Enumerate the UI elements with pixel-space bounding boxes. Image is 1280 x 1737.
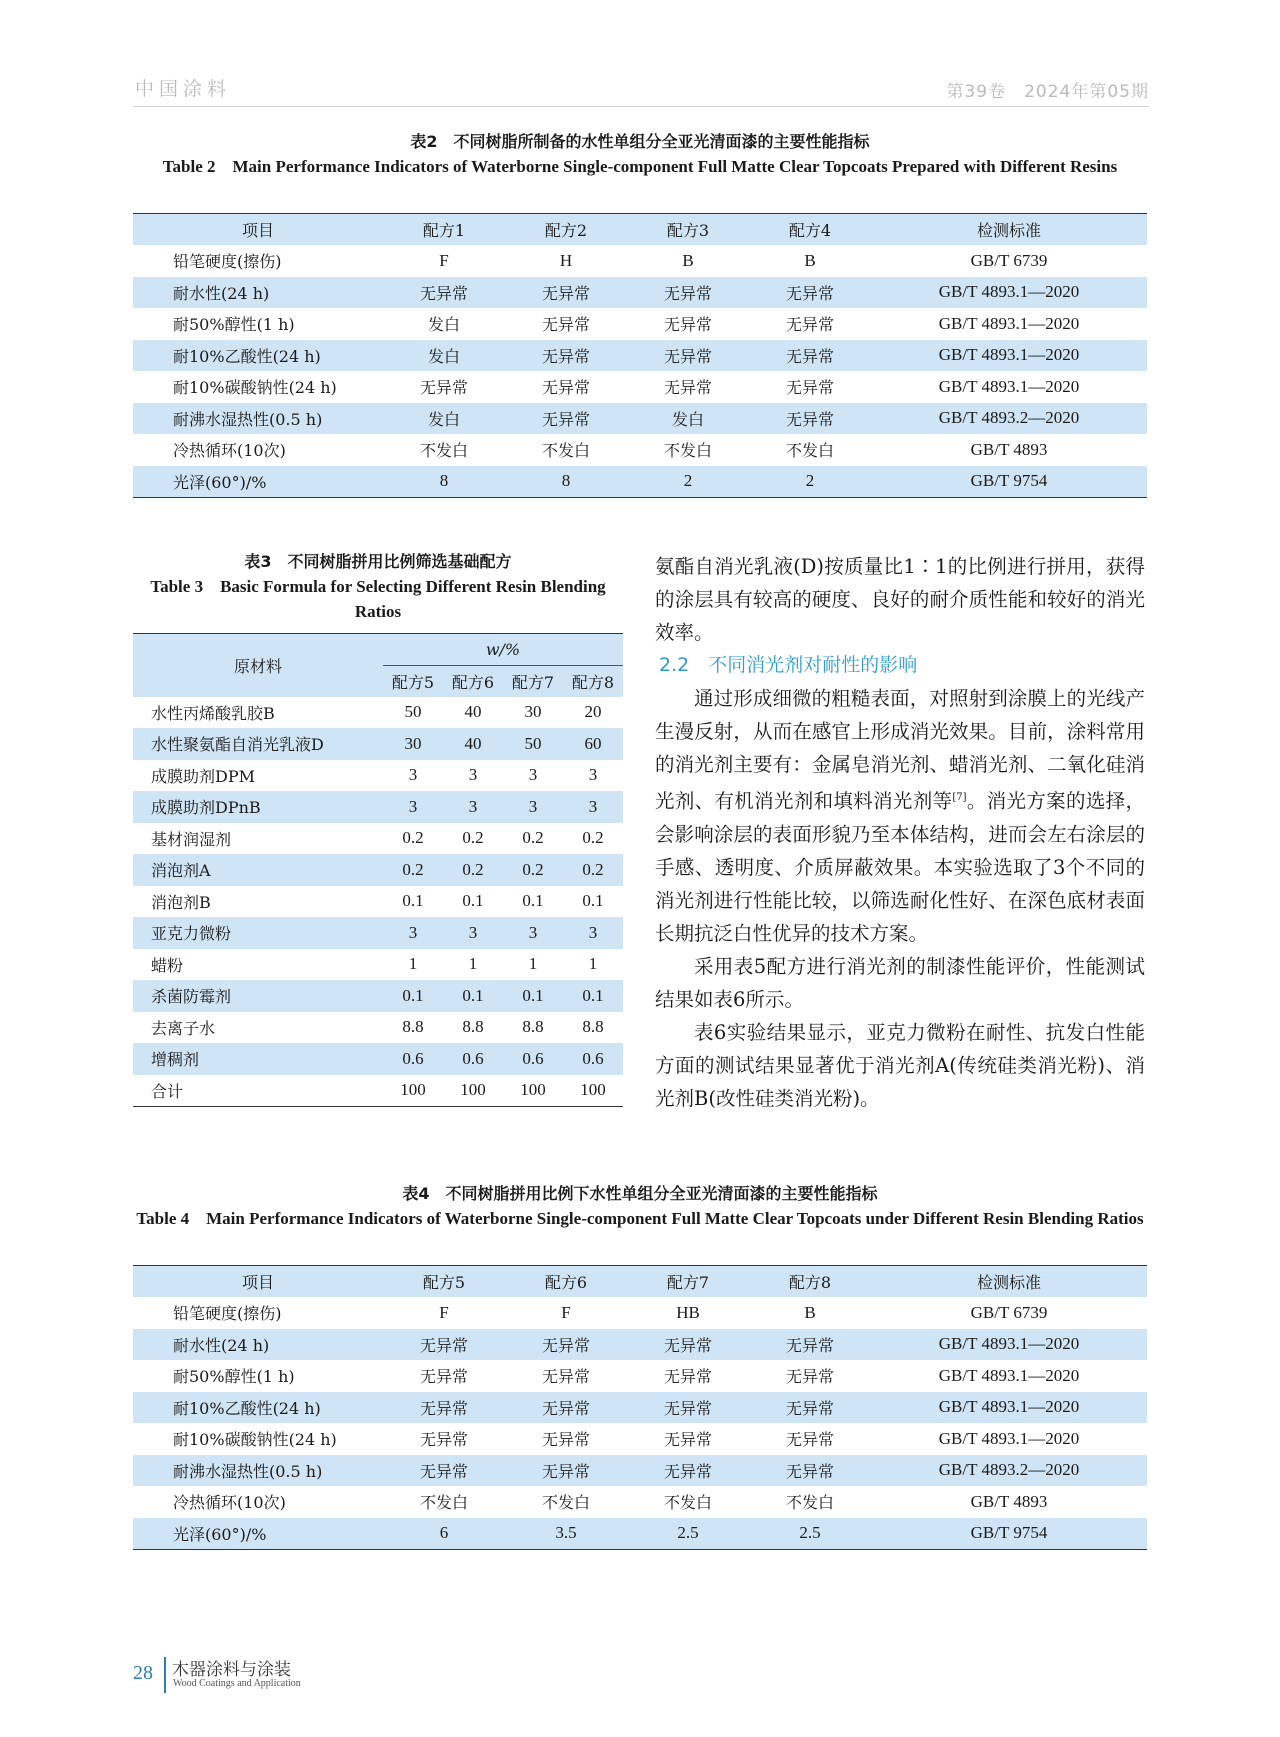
table-cell: 无异常 (383, 1329, 505, 1361)
column-header: 配方8 (749, 1266, 871, 1298)
table-cell: 3.5 (505, 1518, 627, 1550)
table-cell: 无异常 (663, 378, 712, 398)
table-cell: 无异常 (419, 1430, 468, 1450)
table-cell: GB/T 4893 (970, 439, 1048, 459)
table-cell: 40 (464, 702, 482, 722)
table-cell: 无异常 (663, 1430, 712, 1450)
table-cell: 无异常 (785, 378, 834, 398)
row-label: 铅笔硬度(擦伤) (173, 252, 282, 272)
paragraph-2-rest: 。消光方案的选择，会影响涂层的表面形貌乃至本体结构，进而会左右涂层的手感、透明度、介质屏蔽效果。本实验选取了3个不同的消光剂进行性能比较，以筛选耐化性好、在深色底材表面长期抗泛白性优异的技术方案。 (655, 789, 1145, 945)
paragraph-2 (655, 682, 1145, 950)
table-cell: 30 (524, 702, 542, 722)
table-cell: 无异常 (627, 1455, 749, 1487)
table-cell: 不发白 (663, 441, 712, 461)
row-label: 耐沸水湿热性(0.5 h) (133, 1455, 383, 1487)
table-row (133, 886, 623, 918)
table-cell: 无异常 (419, 1367, 468, 1387)
table-cell: 8.8 (522, 1017, 544, 1037)
table-cell: 发白 (383, 340, 505, 372)
table-cell: H (559, 250, 573, 270)
table-header-row (133, 214, 1147, 246)
row-label: 去离子水 (151, 1018, 216, 1038)
table-row (133, 434, 1147, 466)
row-label: 光泽(60°)/% (133, 466, 383, 498)
row-label: 杀菌防霉剂 (133, 980, 383, 1012)
table-cell: 无异常 (749, 1455, 871, 1487)
table-cell: 50 (404, 702, 422, 722)
table-row (133, 1297, 1147, 1329)
column-header: 配方2 (505, 214, 627, 246)
row-label: 耐10%碳酸钠性(24 h) (173, 1430, 337, 1450)
table-row (133, 697, 623, 729)
row-label: 水性丙烯酸乳胶B (151, 703, 275, 723)
table4-caption-en: Table 4 Main Performance Indicators of Waterborne Single-component Full Matte Clear Topcoats under Different Resin Blending Ratios (136, 1209, 1144, 1228)
journal-name: 中国涂料 (135, 78, 232, 100)
table2-caption-zh: 表2 不同树脂所制备的水性单组分全亚光清面漆的主要性能指标 (410, 132, 870, 151)
table-cell: 无异常 (627, 340, 749, 372)
table-cell: 3 (383, 791, 443, 823)
table4-body (133, 1266, 1147, 1550)
table4-caption-zh: 表4 不同树脂拼用比例下水性单组分全亚光清面漆的主要性能指标 (402, 1184, 878, 1203)
table-cell: 40 (443, 728, 503, 760)
table-row (133, 791, 623, 823)
table-cell: 0.2 (503, 854, 563, 886)
table-cell: 2.5 (627, 1518, 749, 1550)
table-cell: 无异常 (627, 1329, 749, 1361)
table-cell: 0.2 (582, 828, 604, 848)
row-label: 基材润湿剂 (151, 829, 232, 849)
table-row (133, 854, 623, 886)
row-label: 铅笔硬度(擦伤) (173, 1304, 282, 1324)
table-cell: 无异常 (749, 1392, 871, 1424)
table-cell: 不发白 (541, 441, 590, 461)
row-label: 合计 (151, 1081, 184, 1101)
table-cell: GB/T 4893 (970, 1491, 1048, 1511)
column-header: 配方3 (627, 214, 749, 246)
table-cell: 不发白 (541, 1493, 590, 1513)
table-row (133, 1043, 623, 1075)
table-row (133, 1518, 1147, 1550)
table-cell: 0.2 (563, 854, 623, 886)
footer-divider (164, 1657, 166, 1693)
table-cell: B (682, 250, 694, 270)
citation-ref: [7] (952, 792, 967, 803)
table-row (133, 728, 623, 760)
table-cell: 3 (443, 917, 503, 949)
row-label: 光泽(60°)/% (133, 1518, 383, 1550)
table-cell: 0.1 (402, 891, 424, 911)
row-label: 蜡粉 (151, 955, 184, 975)
table-cell: 3 (383, 917, 443, 949)
table-cell: F (439, 1302, 449, 1322)
table-cell: GB/T 4893.2—2020 (871, 1455, 1147, 1487)
table-cell: B (804, 1302, 816, 1322)
table-row (133, 949, 623, 981)
row-label: 水性聚氨酯自消光乳液D (133, 728, 383, 760)
table4 (133, 1265, 1147, 1550)
header-divider (133, 106, 1149, 107)
table-cell: 8.8 (402, 1017, 424, 1037)
table-cell: 100 (460, 1080, 486, 1099)
table-cell: 0.6 (383, 1043, 443, 1075)
table3-caption-en: Table 3 Basic Formula for Selecting Different Resin Blending Ratios (150, 577, 606, 621)
table-cell: 无异常 (785, 1430, 834, 1450)
table-cell: 0.1 (383, 980, 443, 1012)
table-cell: 3 (528, 765, 538, 785)
footer-journal-zh: 木器涂料与涂装 (172, 1660, 291, 1680)
table-cell: 无异常 (505, 1455, 627, 1487)
table-cell: 0.2 (522, 828, 544, 848)
table-row (133, 980, 623, 1012)
table-cell: F (561, 1302, 571, 1322)
row-label: 耐10%碳酸钠性(24 h) (173, 378, 337, 398)
row-label: 消泡剂B (151, 892, 211, 912)
table-cell: 50 (503, 728, 563, 760)
table-cell: 3 (588, 765, 598, 785)
row-label: 成膜助剂DPM (151, 766, 255, 786)
table-cell: 无异常 (785, 315, 834, 335)
row-label: 耐水性(24 h) (133, 1329, 383, 1361)
table-cell: 发白 (383, 403, 505, 435)
table-cell: 3 (503, 917, 563, 949)
table-cell: GB/T 4893.1—2020 (938, 376, 1080, 396)
table-cell: 0.2 (443, 854, 503, 886)
column-header-material: 原材料 (133, 634, 383, 697)
table-cell: 不发白 (419, 1493, 468, 1513)
row-label: 增稠剂 (133, 1043, 383, 1075)
table-cell: 8 (505, 466, 627, 498)
table-cell: 不发白 (663, 1493, 712, 1513)
table2-body (133, 214, 1147, 498)
table-cell: 无异常 (383, 1392, 505, 1424)
table-row (133, 1486, 1147, 1518)
table3-caption (133, 550, 623, 624)
table3 (133, 633, 623, 1107)
table2-caption-en: Table 2 Main Performance Indicators of Waterborne Single-component Full Matte Clear Topcoats Prepared with Different Resins (162, 157, 1118, 176)
table-row (133, 245, 1147, 277)
table-cell: 无异常 (749, 403, 871, 435)
table-cell: 1 (528, 954, 538, 974)
table-cell: 不发白 (785, 441, 834, 461)
paragraph-4: 表6实验结果显示，亚克力微粉在耐性、抗发白性能方面的测试结果显著优于消光剂A(传统硅类消光粉)、消光剂B(改性硅类消光粉)。 (655, 1020, 1145, 1110)
table-header-row (133, 1266, 1147, 1298)
page-number: 28 (133, 1662, 153, 1684)
table-cell: 不发白 (419, 441, 468, 461)
table-cell: 0.1 (582, 891, 604, 911)
row-label: 耐10%乙酸性(24 h) (133, 1392, 383, 1424)
table-row (133, 1455, 1147, 1487)
table-cell: 8.8 (462, 1017, 484, 1037)
table-cell: GB/T 4893.2—2020 (871, 403, 1147, 435)
table4-caption (133, 1182, 1147, 1231)
table-cell: 无异常 (627, 1392, 749, 1424)
table-cell: 0.2 (383, 854, 443, 886)
table-cell: 无异常 (505, 1392, 627, 1424)
row-label: 耐水性(24 h) (133, 277, 383, 309)
table-cell: 无异常 (785, 1367, 834, 1387)
table-cell: 1 (408, 954, 418, 974)
column-header: 配方5 (383, 665, 443, 697)
table-cell: 3 (563, 791, 623, 823)
column-header: 检测标准 (871, 1266, 1147, 1298)
table2 (133, 213, 1147, 498)
row-label: 耐10%乙酸性(24 h) (133, 340, 383, 372)
table3-caption-zh: 表3 不同树脂拼用比例筛选基础配方 (244, 552, 512, 571)
table-cell: 0.6 (443, 1043, 503, 1075)
table-row (133, 277, 1147, 309)
column-header: 检测标准 (871, 214, 1147, 246)
row-label: 亚克力微粉 (133, 917, 383, 949)
table-cell: 60 (563, 728, 623, 760)
table-cell: GB/T 6739 (970, 250, 1048, 270)
table-cell: 无异常 (505, 340, 627, 372)
table-cell: GB/T 4893.1—2020 (871, 1392, 1147, 1424)
table-cell: 6 (383, 1518, 505, 1550)
table-cell: 0.6 (563, 1043, 623, 1075)
table-cell: 无异常 (541, 1367, 590, 1387)
column-header: 配方6 (443, 665, 503, 697)
table-cell: GB/T 4893.1—2020 (871, 277, 1147, 309)
table-cell: 0.1 (503, 980, 563, 1012)
table-cell: 无异常 (663, 1367, 712, 1387)
paragraph-3: 采用表5配方进行消光剂的制漆性能评价，性能测试结果如表6所示。 (655, 954, 1145, 1011)
table-cell: 无异常 (383, 277, 505, 309)
table-cell: GB/T 4893.1—2020 (871, 340, 1147, 372)
table-cell: F (439, 250, 449, 270)
table-cell: 无异常 (419, 378, 468, 398)
table-cell: 发白 (427, 315, 460, 335)
table-cell: 0.1 (462, 891, 484, 911)
table-cell: 20 (584, 702, 602, 722)
table-row (133, 1360, 1147, 1392)
table-cell: 0.2 (462, 828, 484, 848)
table-row (133, 1423, 1147, 1455)
table-row (133, 1392, 1147, 1424)
table-cell: GB/T 4893.1—2020 (938, 1365, 1080, 1385)
table-cell: 发白 (627, 403, 749, 435)
table-cell: 0.1 (443, 980, 503, 1012)
table-cell: 8.8 (582, 1017, 604, 1037)
table-cell: 无异常 (505, 403, 627, 435)
column-header: 配方1 (383, 214, 505, 246)
column-header: 项目 (133, 1266, 383, 1298)
table-row (133, 823, 623, 855)
table-row (133, 1329, 1147, 1361)
row-label: 冷热循环(10次) (173, 441, 286, 461)
table-cell: 2 (749, 466, 871, 498)
table2-caption (133, 130, 1147, 179)
row-label: 耐50%醇性(1 h) (173, 315, 295, 335)
paragraph-2-text: 通过形成细微的粗糙表面，对照射到涂膜上的光线产生漫反射，从而在感官上形成消光效果。目前，涂料常用的消光剂主要有：金属皂消光剂、蜡消光剂、二氧化硅消光剂、有机消光剂和填料消光剂等 (655, 687, 1145, 813)
table-cell: GB/T 6739 (970, 1302, 1048, 1322)
paragraph-1: 氨酯自消光乳液(D)按质量比1∶1的比例进行拼用，获得的涂层具有较高的硬度、良好的耐介质性能和较好的消光效率。 (655, 555, 1145, 644)
table-cell: 无异常 (505, 1329, 627, 1361)
table-row (133, 760, 623, 792)
table-cell: 无异常 (541, 378, 590, 398)
column-header: 项目 (133, 214, 383, 246)
table-cell: HB (676, 1302, 700, 1322)
table-row (133, 466, 1147, 498)
body-text (655, 550, 1145, 1115)
table-cell: GB/T 4893.1—2020 (938, 313, 1080, 333)
table-cell: 2 (627, 466, 749, 498)
table-cell: 3 (443, 791, 503, 823)
row-label: 成膜助剂DPnB (133, 791, 383, 823)
column-header: 配方6 (505, 1266, 627, 1298)
row-label: 耐沸水湿热性(0.5 h) (133, 403, 383, 435)
table-cell: 30 (383, 728, 443, 760)
table-cell: 3 (408, 765, 418, 785)
table-cell: 2.5 (749, 1518, 871, 1550)
table-header-row (133, 634, 623, 666)
table-row (133, 403, 1147, 435)
section-title: 2.2 不同消光剂对耐性的影响 (659, 654, 918, 676)
row-label: 冷热循环(10次) (173, 1493, 286, 1513)
issue-info: 第39卷 2024年第05期 (946, 82, 1149, 102)
table-cell: B (804, 250, 816, 270)
table-cell: 无异常 (749, 277, 871, 309)
table-cell: GB/T 4893.1—2020 (938, 1428, 1080, 1448)
table-cell: 3 (503, 791, 563, 823)
table-row (133, 1012, 623, 1044)
column-header: 配方7 (627, 1266, 749, 1298)
table3-body (133, 634, 623, 1107)
table-cell: 无异常 (749, 1329, 871, 1361)
footer-journal-en: Wood Coatings and Application (173, 1678, 301, 1689)
table-cell: GB/T 9754 (871, 1518, 1147, 1550)
column-header: 配方8 (563, 665, 623, 697)
table-cell: 3 (563, 917, 623, 949)
table-row (133, 1075, 623, 1107)
table-cell: 0.6 (503, 1043, 563, 1075)
table-row (133, 340, 1147, 372)
table-cell: 无异常 (505, 277, 627, 309)
column-header-group: w/% (383, 634, 623, 666)
table-cell: 无异常 (627, 277, 749, 309)
table-cell: 0.1 (522, 891, 544, 911)
table-cell: 100 (580, 1080, 606, 1099)
table-cell: 100 (520, 1080, 546, 1099)
table-cell: 无异常 (663, 315, 712, 335)
table-cell: GB/T 4893.1—2020 (871, 1329, 1147, 1361)
table-cell: 无异常 (749, 340, 871, 372)
column-header: 配方7 (503, 665, 563, 697)
table-cell: 不发白 (785, 1493, 834, 1513)
table-cell: 100 (400, 1080, 426, 1099)
table-cell: 8 (383, 466, 505, 498)
table-cell: GB/T 9754 (871, 466, 1147, 498)
table-cell: 无异常 (383, 1455, 505, 1487)
table-cell: 1 (588, 954, 598, 974)
table-cell: 无异常 (541, 315, 590, 335)
column-header: 配方5 (383, 1266, 505, 1298)
table-row (133, 917, 623, 949)
table-row (133, 371, 1147, 403)
table-cell: 1 (468, 954, 478, 974)
table-cell: 无异常 (541, 1430, 590, 1450)
table-cell: 3 (468, 765, 478, 785)
row-label: 消泡剂A (133, 854, 383, 886)
row-label: 耐50%醇性(1 h) (173, 1367, 295, 1387)
column-header: 配方4 (749, 214, 871, 246)
table-row (133, 308, 1147, 340)
table-cell: 0.1 (563, 980, 623, 1012)
table-cell: 0.2 (402, 828, 424, 848)
